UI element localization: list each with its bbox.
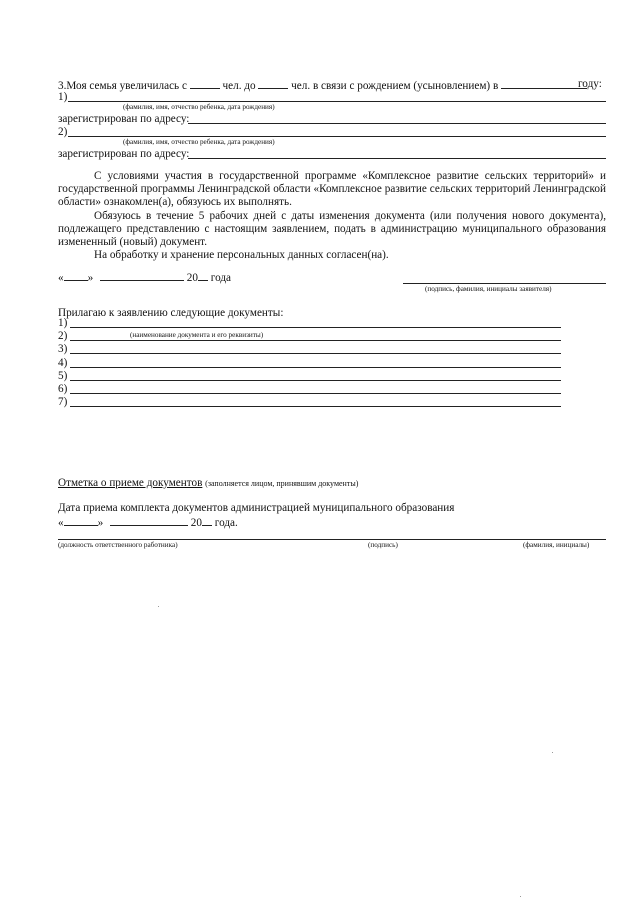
child2-field[interactable] <box>68 136 606 137</box>
program-conditions-paragraph: С условиями участия в государственной программе «Комплексное развитие сельских территорий» и государственной программы Ленинградской области «Комплексное развитие сельских территорий Ленинградской области» ознакомлен(а), обязуюсь их выполнять. <box>58 170 606 209</box>
name-initials-caption: (фамилия, инициалы) <box>523 541 590 549</box>
attachment-number: 3) <box>58 343 68 356</box>
child2-number: 2) <box>58 126 68 138</box>
family-increase-end: году: <box>578 78 602 90</box>
family-increase-start: 3.Моя семья увеличилась с <box>58 80 187 92</box>
attachment-number: 6) <box>58 383 68 395</box>
family-increase-mid2: чел. в связи с рождением (усыновлением) в <box>291 80 499 92</box>
attachment-document-caption: (наименование документа и его реквизиты) <box>130 331 264 339</box>
receipt-year-suffix: года. <box>214 517 238 529</box>
receipt-title: Отметка о приеме документов <box>58 477 203 489</box>
personal-data-consent-paragraph: На обработку и хранение персональных данных согласен(на). <box>94 249 389 262</box>
receipt-month-field[interactable] <box>110 515 188 526</box>
applicant-date-line <box>58 270 231 285</box>
applicant-signature-caption: (подпись, фамилия, инициалы заявителя) <box>425 285 552 293</box>
attachments-title: Прилагаю к заявлению следующие документы: <box>58 307 284 319</box>
attachment-number: 4) <box>58 356 68 369</box>
attachment-field[interactable] <box>70 327 561 328</box>
scan-speck <box>552 752 553 753</box>
attachment-field[interactable] <box>70 380 561 381</box>
attachment-number: 2) <box>58 330 68 343</box>
child1-field[interactable] <box>68 101 606 102</box>
position-caption: (должность ответственного работника) <box>58 541 178 549</box>
applicant-day-field[interactable] <box>64 270 88 281</box>
applicant-signature-field[interactable] <box>403 283 606 284</box>
receipt-year-prefix: 20 <box>190 517 202 529</box>
receipt-year-field[interactable] <box>202 515 212 526</box>
document-change-obligation-paragraph: Обязуюсь в течение 5 рабочих дней с даты изменения документа (или получения нового документа), подлежащего представлению с настоящим заявлением, подать в администрацию муниципального образования измененный (новый) документ. <box>58 209 606 249</box>
child1-caption: (фамилия, имя, отчество ребенка, дата рождения) <box>123 103 275 111</box>
attachment-field[interactable] <box>70 340 561 341</box>
attachment-field[interactable] <box>70 367 561 368</box>
child1-number: 1) <box>58 91 68 103</box>
scan-speck <box>158 606 159 607</box>
family-increase-line <box>58 78 587 93</box>
attachment-number: 7) <box>58 396 68 409</box>
receipt-quote-open: « <box>58 517 64 529</box>
signature-caption: (подпись) <box>368 541 398 549</box>
year-suffix: года <box>210 272 232 284</box>
year-prefix: 20 <box>186 272 198 284</box>
family-from-count-field[interactable] <box>190 78 220 89</box>
birth-year-field[interactable] <box>501 78 587 89</box>
child2-address-field[interactable] <box>188 158 606 159</box>
attachment-field[interactable] <box>70 406 561 407</box>
family-increase-mid1: чел. до <box>222 80 256 92</box>
attachment-field[interactable] <box>70 353 561 354</box>
child2-caption: (фамилия, имя, отчество ребенка, дата рождения) <box>123 138 275 146</box>
attachment-number: 1) <box>58 317 68 329</box>
receipt-quote-close: » <box>97 517 104 529</box>
child1-registration-label: зарегистрирован по адресу: <box>58 113 190 125</box>
receipt-title-line <box>58 477 358 490</box>
attachment-number: 5) <box>58 369 68 382</box>
child1-address-field[interactable] <box>188 123 606 124</box>
child2-registration-label: зарегистрирован по адресу: <box>58 148 190 160</box>
applicant-month-field[interactable] <box>100 270 184 281</box>
receipt-day-field[interactable] <box>64 515 98 526</box>
receipt-title-note: (заполняется лицом, принявшим документы) <box>205 479 359 488</box>
scan-speck <box>520 896 521 897</box>
family-to-count-field[interactable] <box>258 78 288 89</box>
date-quote-close: » <box>87 272 94 284</box>
date-quote-open: « <box>58 272 64 284</box>
receipt-signature-line[interactable] <box>58 539 606 540</box>
receipt-date-label: Дата приема комплекта документов администрацией муниципального образования <box>58 502 455 514</box>
receipt-date-line <box>58 515 238 530</box>
conditions-text <box>58 170 606 262</box>
attachment-field[interactable] <box>70 393 561 394</box>
applicant-year-field[interactable] <box>198 270 208 281</box>
